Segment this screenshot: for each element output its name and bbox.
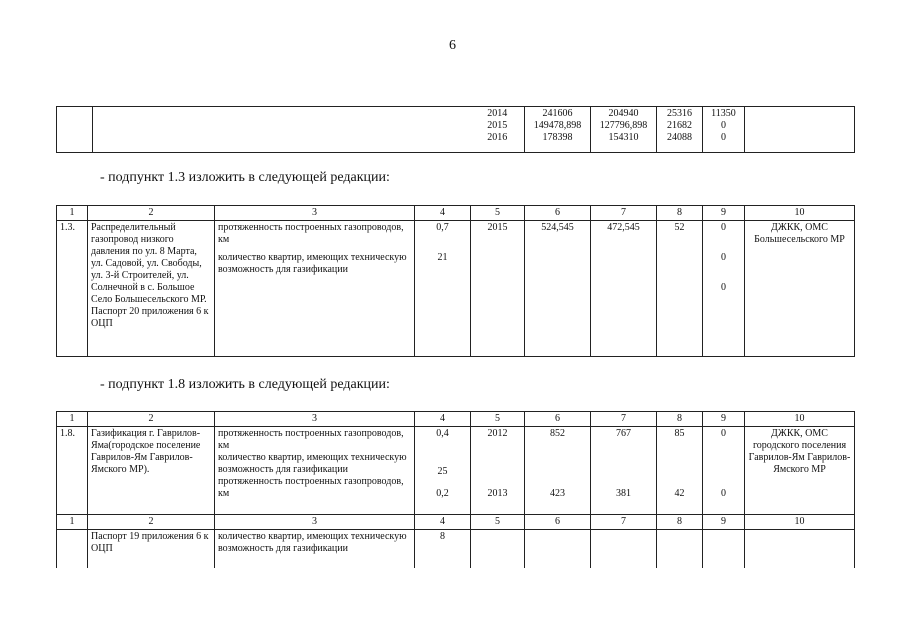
- value: 0: [721, 428, 726, 439]
- continuation-table: [56, 106, 855, 153]
- subheading-1-8: - подпункт 1.8 изложить в следующей редакции:: [100, 377, 390, 392]
- value: 127796,898: [599, 120, 648, 131]
- row-number: 1.8.: [57, 427, 88, 515]
- header-cell: 9: [703, 515, 745, 530]
- col7-cell: [591, 530, 657, 568]
- header-row: [57, 206, 855, 221]
- value: 85: [674, 428, 685, 439]
- year-cell: [471, 427, 525, 515]
- col8-cell: [657, 107, 703, 153]
- col10-cell: [745, 107, 855, 153]
- header-cell: 2: [88, 515, 215, 530]
- year-2014: 2014: [487, 108, 508, 119]
- header-cell: 7: [591, 412, 657, 427]
- value: 0: [721, 252, 726, 263]
- header-cell: 6: [525, 412, 591, 427]
- indicators-cell: [215, 427, 415, 515]
- header-cell: 10: [745, 412, 855, 427]
- executor-cell: [745, 530, 855, 568]
- col6-values: [525, 427, 591, 515]
- subheading-1-3: - подпункт 1.3 изложить в следующей редакции:: [100, 170, 390, 185]
- col6-cell: [525, 107, 591, 153]
- executor-cell: ДЖКК, ОМС Большесельского МР: [745, 221, 855, 357]
- year-cell: [471, 530, 525, 568]
- header-cell: 6: [525, 206, 591, 221]
- header-cell: 8: [657, 412, 703, 427]
- col9-cell: [703, 530, 745, 568]
- indicator-value: 8: [415, 530, 471, 568]
- value: 204940: [608, 108, 639, 119]
- indicator: протяженность построенных газопроводов, км: [218, 476, 404, 499]
- header-cell: 4: [415, 206, 471, 221]
- header-cell: 3: [215, 206, 415, 221]
- executor-cell: ДЖКК, ОМС городского поселения Гаврилов-Ям Гаврилов-Ямского МР: [745, 427, 855, 515]
- header-cell: 1: [57, 206, 88, 221]
- header-cell: 10: [745, 206, 855, 221]
- header-cell: 5: [471, 412, 525, 427]
- header-cell: 5: [471, 515, 525, 530]
- value: 0,4: [436, 428, 449, 439]
- value: 381: [616, 488, 631, 499]
- header-cell: 1: [57, 515, 88, 530]
- value: 241606: [542, 108, 573, 119]
- measure-name: Распределительный газопровод низкого давления по ул. 8 Марта, ул. Садовой, ул. Свободы, ул. 3-й Строителей, ул. Солнечной в с. Большое Село Большесельского МР. Паспорт 20 приложения 6 к ОЦП: [88, 221, 215, 357]
- indicators-cell: [215, 221, 415, 357]
- year: 2013: [487, 488, 508, 499]
- year-2016: 2016: [487, 132, 508, 143]
- header-cell: 4: [415, 412, 471, 427]
- data-row-1-8: [57, 427, 855, 515]
- table-1-8: [56, 411, 855, 568]
- value: 21682: [667, 120, 692, 131]
- header-cell: 1: [57, 412, 88, 427]
- col9-cell: [703, 107, 745, 153]
- indicator: протяженность построенных газопроводов, км: [218, 222, 404, 245]
- value: 42: [674, 488, 685, 499]
- value: 11350: [711, 108, 736, 119]
- value: 21: [437, 252, 448, 263]
- value: 0: [721, 120, 726, 131]
- indicator-values: [415, 221, 471, 357]
- header-cell: 8: [657, 515, 703, 530]
- value: 25: [437, 466, 448, 477]
- indicator: количество квартир, имеющих техническую возможность для газификации: [215, 530, 415, 568]
- col7-cell: [591, 107, 657, 153]
- indicator: протяженность построенных газопроводов, км: [218, 428, 404, 451]
- col8-values: [657, 427, 703, 515]
- value: 0,2: [436, 488, 449, 499]
- header-cell: 7: [591, 515, 657, 530]
- value: 0: [721, 282, 726, 293]
- value: 423: [550, 488, 565, 499]
- header-cell: 9: [703, 206, 745, 221]
- cell-col2: [93, 107, 471, 153]
- col9-values: [703, 221, 745, 357]
- header-cell: 6: [525, 515, 591, 530]
- years-cell: [471, 107, 525, 153]
- header-cell: 7: [591, 206, 657, 221]
- continuation-row-1-8: [57, 530, 855, 568]
- row-number: [57, 530, 88, 568]
- measure-name: Газификация г. Гаврилов-Яма(городское поселение Гаврилов-Ям Гаврилов- Ямского МР).: [88, 427, 215, 515]
- page-number: 6: [449, 38, 456, 53]
- header-cell: 3: [215, 515, 415, 530]
- header-row-repeat: [57, 515, 855, 530]
- value: 178398: [542, 132, 573, 143]
- value: 0: [721, 132, 726, 143]
- year: 2012: [487, 428, 508, 439]
- header-cell: 8: [657, 206, 703, 221]
- col7-value: 472,545: [591, 221, 657, 357]
- indicator-values: [415, 427, 471, 515]
- year-cell: 2015: [471, 221, 525, 357]
- col6-value: 524,545: [525, 221, 591, 357]
- header-cell: 3: [215, 412, 415, 427]
- value: 0: [721, 222, 726, 233]
- header-cell: 10: [745, 515, 855, 530]
- data-row-1-3: [57, 221, 855, 357]
- value: 0,7: [436, 222, 449, 233]
- col6-cell: [525, 530, 591, 568]
- header-cell: 9: [703, 412, 745, 427]
- col9-values: [703, 427, 745, 515]
- value: 852: [550, 428, 565, 439]
- value: 149478,898: [533, 120, 582, 131]
- header-cell: 5: [471, 206, 525, 221]
- header-cell: 2: [88, 412, 215, 427]
- indicator: количество квартир, имеющих техническую возможность для газификации: [218, 452, 407, 475]
- year-2015: 2015: [487, 120, 508, 131]
- col7-values: [591, 427, 657, 515]
- measure-name: Паспорт 19 приложения 6 к ОЦП: [88, 530, 215, 568]
- value: 767: [616, 428, 631, 439]
- row-number: 1.3.: [57, 221, 88, 357]
- col8-value: 52: [657, 221, 703, 357]
- value: 25316: [667, 108, 692, 119]
- value: 154310: [608, 132, 639, 143]
- value: 0: [721, 488, 726, 499]
- value: 24088: [667, 132, 692, 143]
- header-cell: 4: [415, 515, 471, 530]
- table-1-3: [56, 205, 855, 357]
- cell-col1: [57, 107, 93, 153]
- header-row: [57, 412, 855, 427]
- header-cell: 2: [88, 206, 215, 221]
- indicator: количество квартир, имеющих техническую возможность для газификации: [218, 252, 407, 275]
- col8-cell: [657, 530, 703, 568]
